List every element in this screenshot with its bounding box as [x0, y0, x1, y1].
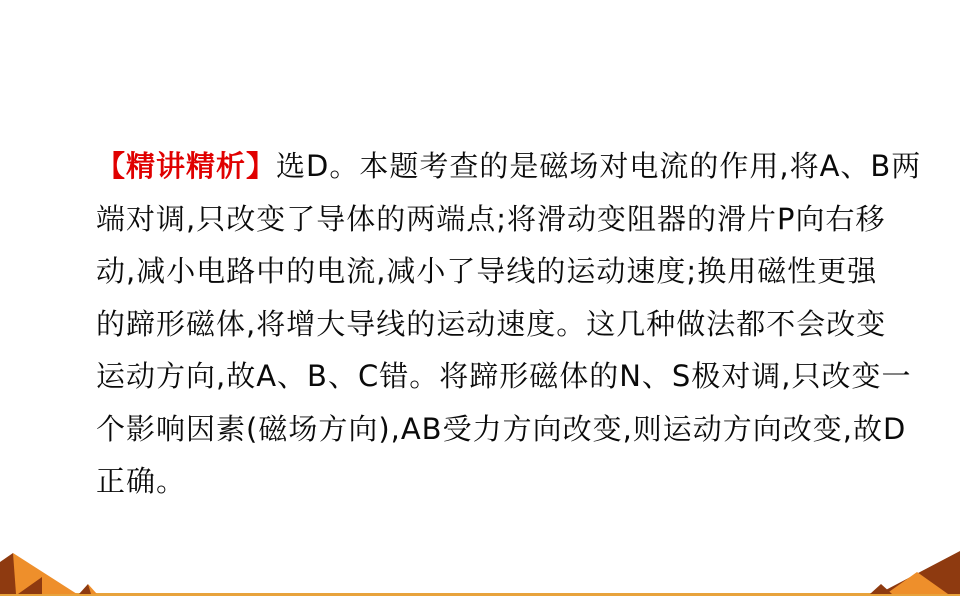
analysis-text-block — [96, 140, 922, 508]
analysis-line: 的蹄形磁体,将增大导线的运动速度。这几种做法都不会改变 — [96, 306, 887, 341]
analysis-label: 【精讲精析】 — [96, 149, 277, 183]
analysis-line: 运动方向,故A、B、C错。将蹄形磁体的N、S极对调,只改变一 — [96, 359, 912, 393]
bottom-accent-line — [0, 593, 960, 596]
analysis-line: 个影响因素(磁场方向),AB受力方向改变,则运动方向改变,故D — [96, 411, 907, 446]
analysis-line: 端对调,只改变了导体的两端点;将滑动变阻器的滑片P向右移 — [96, 201, 886, 236]
analysis-line-text: 选D。本题考查的是磁场对电流的作用,将A、B两 — [276, 149, 922, 183]
left-orange-peak — [8, 553, 77, 594]
bottom-decoration — [0, 540, 960, 600]
analysis-line: 正确。 — [96, 464, 187, 498]
analysis-line — [96, 140, 922, 193]
analysis-line: 动,减小电路中的电流,减小了导线的运动速度;换用磁性更强 — [96, 254, 878, 288]
